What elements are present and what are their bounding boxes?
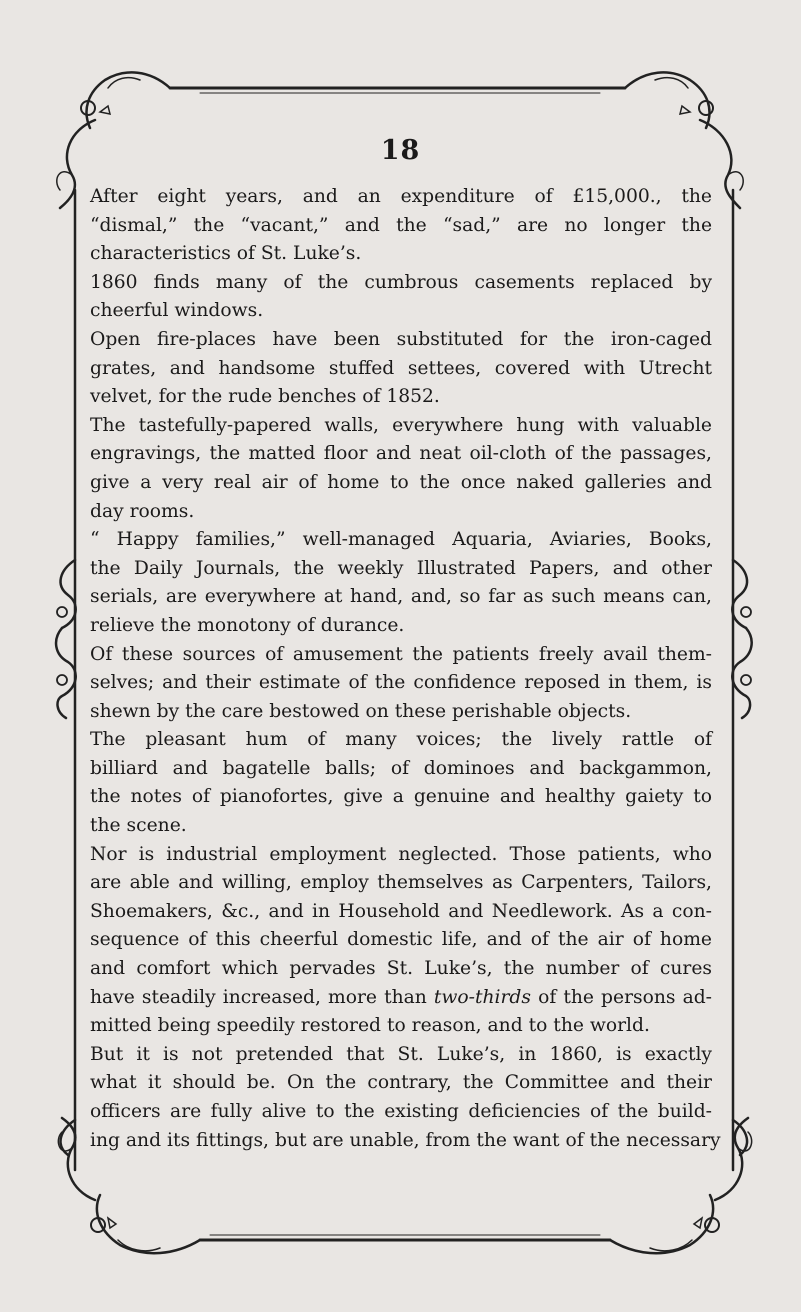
text-line: give a very real air of home to the once naked galleries and xyxy=(90,471,712,493)
paragraph xyxy=(90,183,712,269)
text-line: day rooms. xyxy=(90,500,195,522)
text-line: the scene. xyxy=(90,815,187,837)
body-text xyxy=(90,183,721,1155)
italic-emphasis: two-thirds xyxy=(433,986,531,1008)
text-line: Nor is industrial employment neglected. Those patients, who xyxy=(90,843,712,865)
text-line: velvet, for the rude benches of 1852. xyxy=(90,386,440,408)
text-line: cheerful windows. xyxy=(90,300,264,322)
text-line: billiard and bagatelle balls; of dominoes and backgammon, xyxy=(90,757,712,779)
side-ornament-right xyxy=(732,560,751,1155)
text-segment: have steadily increased, more than xyxy=(90,986,434,1008)
text-line: and comfort which pervades St. Luke’s, the number of cures xyxy=(90,958,712,980)
text-line: relieve the monotony of durance. xyxy=(90,614,405,636)
paragraph xyxy=(90,526,712,640)
text-line: Of these sources of amusement the patients freely avail them- xyxy=(90,643,712,665)
text-line: Shoemakers, &c., and in Household and Needlework. As a con- xyxy=(90,900,712,922)
text-line: what it should be. On the contrary, the Committee and their xyxy=(90,1072,712,1094)
text-line: ing and its fittings, but are unable, from the want of the necessary xyxy=(90,1129,721,1151)
paragraph xyxy=(90,269,712,326)
text-line: the Daily Journals, the weekly Illustrated Papers, and other xyxy=(90,557,712,579)
text-segment: of the persons ad- xyxy=(531,986,712,1008)
text-line: But it is not pretended that St. Luke’s, in 1860, is exactly xyxy=(90,1043,712,1065)
paragraph xyxy=(90,326,712,412)
paragraph xyxy=(90,1041,721,1155)
text-line: engravings, the matted floor and neat oil-cloth of the passages, xyxy=(90,443,712,465)
text-line: grates, and handsome stuffed settees, covered with Utrecht xyxy=(90,357,712,379)
text-line: characteristics of St. Luke’s. xyxy=(90,243,362,265)
text-line: “dismal,” the “vacant,” and the “sad,” are no longer the xyxy=(90,214,712,236)
paragraph xyxy=(90,412,712,526)
text-line: officers are fully alive to the existing deficiencies of the build- xyxy=(90,1101,712,1122)
text-line: The pleasant hum of many voices; the lively rattle of xyxy=(90,729,712,751)
text-line: 1860 finds many of the cumbrous casements replaced by xyxy=(90,271,712,293)
text-line: are able and willing, employ themselves as Carpenters, Tailors, xyxy=(90,872,712,894)
text-line: mitted being speedily restored to reason, and to the world. xyxy=(90,1015,650,1037)
text-line: sequence of this cheerful domestic life, and of the air of home xyxy=(90,929,712,951)
text-line: The tastefully-papered walls, everywhere hung with valuable xyxy=(90,414,712,436)
text-line: selves; and their estimate of the confidence reposed in them, is xyxy=(90,672,712,694)
text-line xyxy=(90,984,712,1013)
paragraph xyxy=(90,841,712,1041)
text-line: serials, are everywhere at hand, and, so far as such means can, xyxy=(90,586,712,608)
paragraph xyxy=(90,726,712,840)
text-line: the notes of pianofortes, give a genuine and healthy gaiety to xyxy=(90,786,712,808)
text-line: After eight years, and an expenditure of £15,000., the xyxy=(90,186,712,207)
text-line: “ Happy families,” well-managed Aquaria, Aviaries, Books, xyxy=(90,529,712,551)
side-ornament-left xyxy=(56,560,76,1155)
text-line: shewn by the care bestowed on these perishable objects. xyxy=(90,700,632,722)
page-number: 18 xyxy=(380,135,421,166)
paragraph xyxy=(90,641,712,727)
text-line: Open fire-places have been substituted for the iron-caged xyxy=(90,328,712,350)
